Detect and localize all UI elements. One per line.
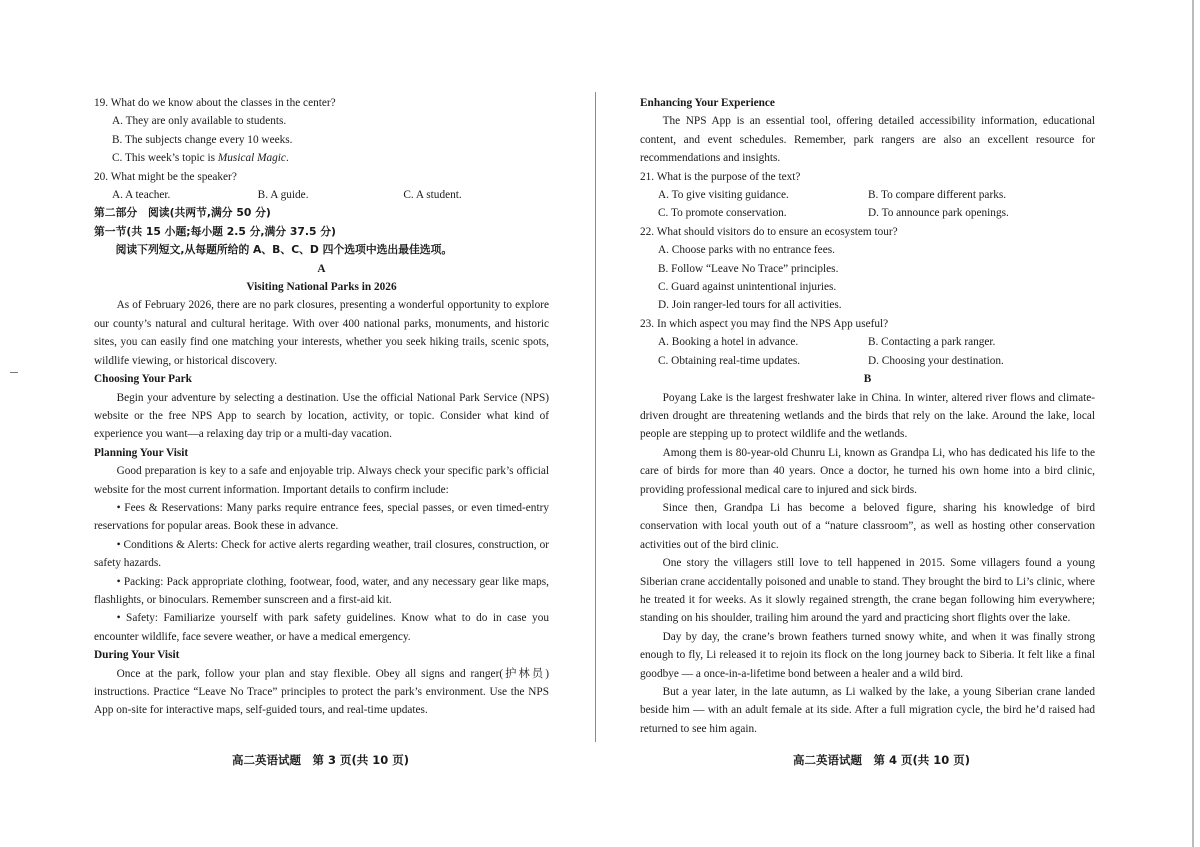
q19-stem: 19. What do we know about the classes in the center? — [94, 97, 336, 109]
q19-option-b: B. The subjects change every 10 weeks. — [112, 133, 293, 146]
q21-option-c: C. To promote conservation. — [658, 207, 787, 220]
left-page — [94, 94, 549, 754]
scan-edge-right — [1192, 0, 1194, 847]
passage-b-paragraph: Poyang Lake is the largest freshwater lake in China. In winter, altered river flows and climate-driven drought are threatening wetlands and the birds that rely on the lake. Around the lake, local people are stepping up to protect wildlife and the wetlands. — [640, 391, 1095, 441]
bullet-packing: • Packing: Pack appropriate clothing, footwear, food, water, and any necessary gear like maps, flashlights, or binoculars. Remember sunscreen and a first-aid kit. — [94, 575, 549, 606]
q19-option-c-italic: Musical Magic — [217, 152, 286, 165]
q22-option-a: A. Choose parks with no entrance fees. — [658, 244, 835, 257]
q21-option-a: A. To give visiting guidance. — [658, 189, 789, 202]
footer-page-3: 高二英语试题 第 3 页(共 10 页) — [232, 753, 410, 767]
scan-mark — [10, 372, 18, 373]
passage-b-letter: B — [863, 373, 872, 386]
q23-options-row2 — [640, 352, 1095, 370]
q22-option-b: B. Follow “Leave No Trace” principles. — [658, 262, 839, 275]
q23-stem: 23. In which aspect you may find the NPS App useful? — [640, 317, 889, 330]
part2-heading: 第二部分 阅读(共两节,满分 50 分) — [94, 206, 271, 220]
q23-option-d: D. Choosing your destination. — [868, 354, 1004, 367]
heading-enhancing: Enhancing Your Experience — [640, 97, 775, 109]
choosing-paragraph: Begin your adventure by selecting a destination. Use the official National Park Service (NPS) website or the free NPS App to search by location, activity, or topic. Consider what kind of experience you want—a relaxing day trip or a multi-day vacation. — [94, 391, 549, 441]
passage-a-letter: A — [317, 262, 326, 275]
bullet-fees: • Fees & Reservations: Many parks require entrance fees, special passes, or even timed-entry reservations for popular areas. Book these in advance. — [94, 501, 549, 533]
passage-b-paragraph: Since then, Grandpa Li has become a beloved figure, sharing his knowledge of bird conservation with local youth out of a “nature classroom”, as well as hosting other conservation activities out of the bird clinic. — [640, 501, 1095, 551]
q21-option-b: B. To compare different parks. — [868, 189, 1007, 202]
q20-option-b: B. A guide. — [257, 189, 309, 202]
heading-planning: Planning Your Visit — [94, 446, 189, 459]
passage-b-paragraph: Day by day, the crane’s brown feathers turned snowy white, and when it was finally strong enough to fly, Li released it to rejoin its flock on the long journey back to Siberia. It felt like a final goodbye — a once-in-a-lifetime bond between a healer and a wild bird. — [640, 630, 1095, 680]
q19-option-c — [94, 149, 549, 167]
q21-options-row2 — [640, 204, 1095, 222]
right-page — [640, 94, 1095, 754]
q23-option-c: C. Obtaining real-time updates. — [658, 354, 801, 367]
section1-heading: 第一节(共 15 小题;每小题 2.5 分,满分 37.5 分) — [94, 224, 336, 238]
passage-b-paragraph: Among them is 80-year-old Chunru Li, known as Grandpa Li, who has dedicated his life to the care of birds for more than 40 years. Once a doctor, he turned his own home into a bird clinic, providing professional medical care to injured and sick birds. — [640, 446, 1095, 496]
reading-instruction: 阅读下列短文,从每题所给的 A、B、C、D 四个选项中选出最佳选项。 — [115, 243, 453, 257]
page-divider — [595, 92, 596, 742]
q20-option-a: A. A teacher. — [112, 189, 171, 202]
bullet-safety: • Safety: Familiarize yourself with park safety guidelines. Know what to do in case you encounter wildlife, face severe weather, or have a medical emergency. — [94, 612, 549, 643]
q23-option-a: A. Booking a hotel in advance. — [658, 336, 799, 349]
q23-option-b: B. Contacting a park ranger. — [868, 336, 996, 349]
heading-during: During Your Visit — [94, 649, 180, 662]
q20-options — [94, 186, 549, 204]
enhancing-paragraph: The NPS App is an essential tool, offering detailed accessibility information, educational content, and event schedules. Remember, park rangers are also an excellent resource for recommendations and insights. — [640, 115, 1095, 165]
q19-option-c-pre: C. This week’s topic is — [112, 152, 218, 165]
q21-stem: 21. What is the purpose of the text? — [640, 170, 801, 183]
q22-stem: 22. What should visitors do to ensure an ecosystem tour? — [640, 225, 898, 238]
q19-option-a: A. They are only available to students. — [112, 115, 287, 128]
q22-option-c: C. Guard against unintentional injuries. — [658, 281, 837, 294]
q19-option-c-post: . — [285, 152, 289, 165]
planning-paragraph: Good preparation is key to a safe and enjoyable trip. Always check your specific park’s official website for the most current information. Important details to confirm include: — [94, 465, 549, 496]
during-paragraph: Once at the park, follow your plan and stay flexible. Obey all signs and ranger(护林员) instructions. Practice “Leave No Trace” principles to protect the park’s environment. Use the NPS App on-site for interactive maps, self-guided tours, and real-time updates. — [94, 667, 549, 717]
q22-option-d: D. Join ranger-led tours for all activities. — [658, 299, 842, 312]
passage-b-paragraph: One story the villagers still love to tell happened in 2015. Some villagers found a young Siberian crane accidentally poisoned and unable to stand. They brought the bird to Li’s clinic, where he treated it for weeks. As it slowly regained strength, the crane began following him everywhere; standing on his shoulder, trailing him around the yard and practicing short flights over the lake. — [640, 557, 1095, 625]
heading-choosing: Choosing Your Park — [94, 373, 192, 386]
q20-stem: 20. What might be the speaker? — [94, 170, 237, 183]
passage-a-intro: As of February 2026, there are no park closures, presenting a wonderful opportunity to explore our county’s natural and cultural heritage. With over 400 national parks, monuments, and historic sites, you can easily find one matching your interests, whether you seek hiking trails, scenic spots, wildlife viewing, or historical discovery. — [94, 299, 549, 367]
q23-options-row1 — [640, 333, 1095, 351]
footer-page-4: 高二英语试题 第 4 页(共 10 页) — [793, 753, 971, 767]
passage-b-paragraph: But a year later, in the late autumn, as Li walked by the lake, a young Siberian crane landed beside him — with an adult female at its side. After a full migration cycle, the bird he’d raised had returned to see him again. — [640, 686, 1095, 735]
q21-option-d: D. To announce park openings. — [868, 207, 1009, 220]
bullet-conditions: • Conditions & Alerts: Check for active alerts regarding weather, trail closures, construction, or safety hazards. — [94, 538, 549, 570]
passage-a-title: Visiting National Parks in 2026 — [246, 281, 397, 294]
q20-option-c: C. A student. — [403, 189, 462, 202]
q21-options-row1 — [640, 186, 1095, 204]
